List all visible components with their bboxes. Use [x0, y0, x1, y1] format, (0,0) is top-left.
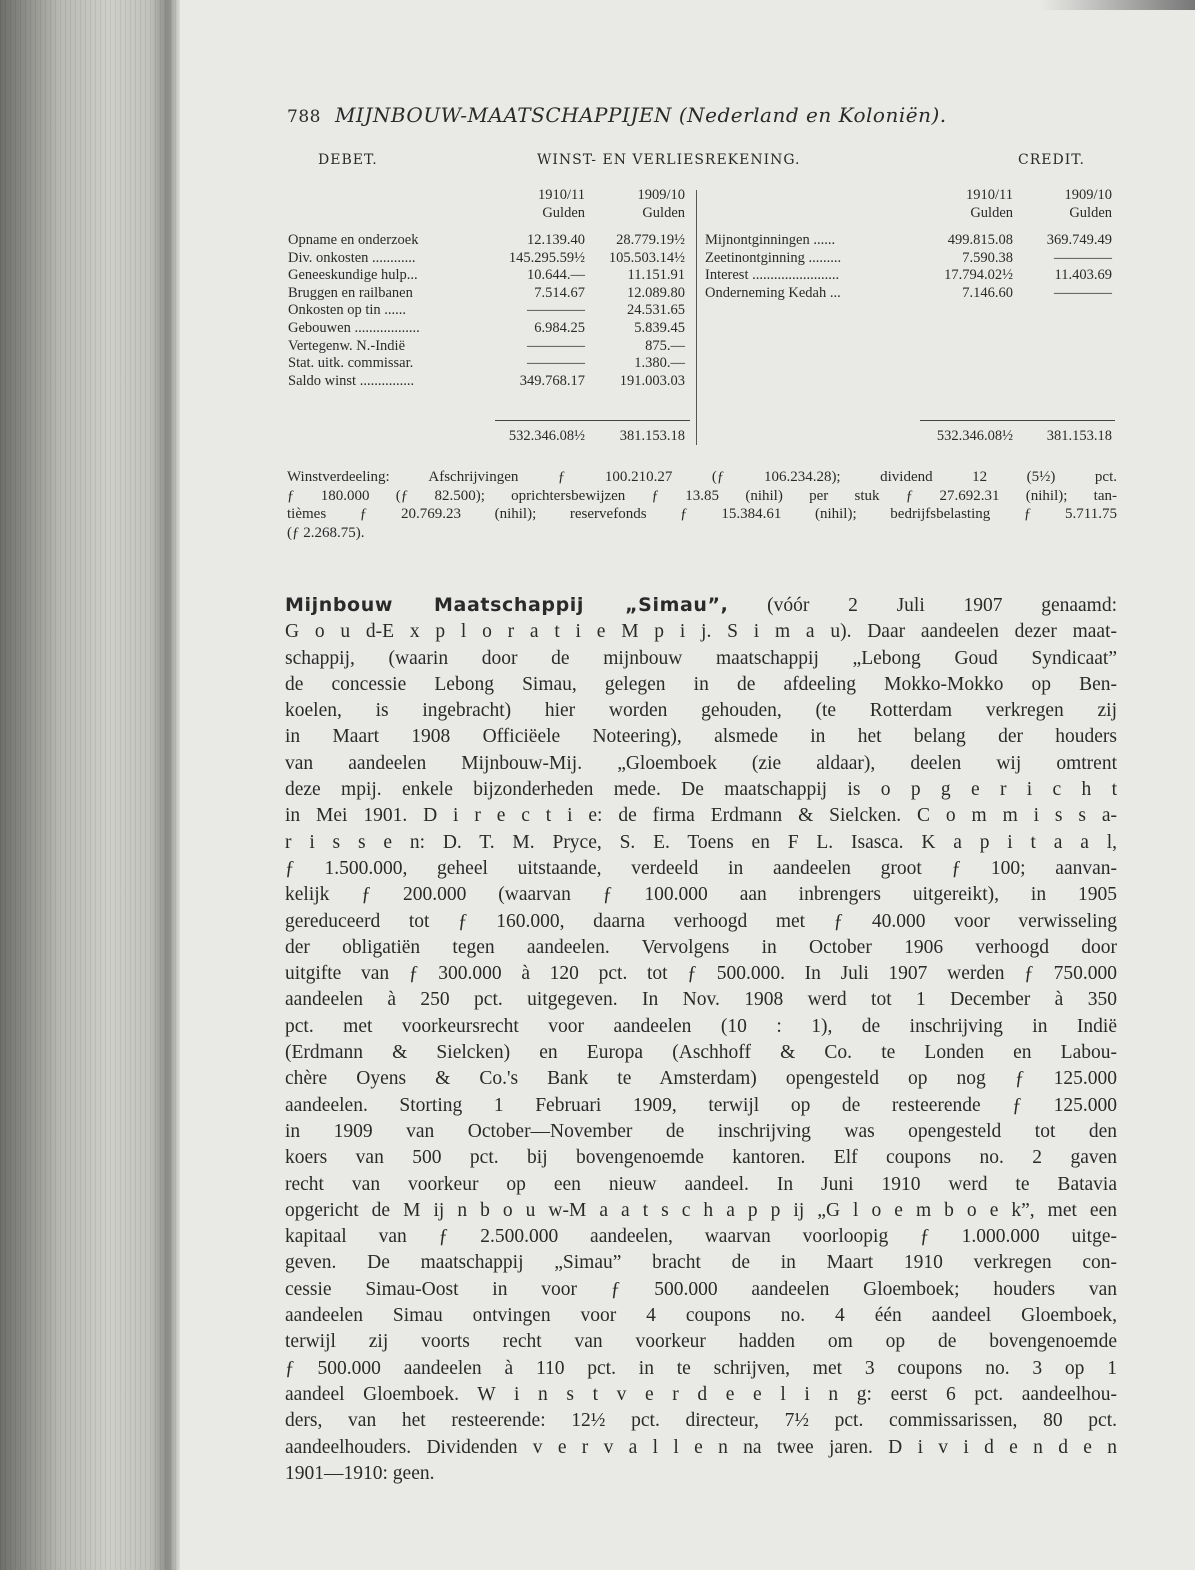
article-line: r i s s e n: D. T. M. Pryce, S. E. Toens en F L. Isasca. K a p i t a a l,: [285, 831, 1117, 853]
column-year-header: 1910/11: [538, 187, 585, 203]
article-line: in Mei 1901. D i r e c t i e: de firma Erdmann & Sielcken. C o m m i s s a-: [285, 805, 1117, 827]
article-first-line: (vóór 2 Juli 1907 genaamd:: [728, 595, 1118, 616]
debet-row-label: Stat. uitk. commissar.: [288, 355, 414, 372]
article-simau: [285, 592, 1117, 1487]
debet-value-1909: 24.531.65: [627, 302, 685, 319]
article-line: de concessie Lebong Simau, gelegen in de afdeeling Mokko-Mokko op Ben-: [285, 673, 1117, 695]
article-line: schappij, (waarin door de mijnbouw maatschappij „Lebong Goud Syndicaat”: [285, 647, 1117, 669]
article-line: koelen, is ingebracht) hier worden gehouden, (te Rotterdam verkregen zij: [285, 700, 1117, 722]
debet-label: DEBET.: [318, 152, 378, 168]
article-line: van aandeelen Mijnbouw-Mij. „Gloemboek (zie aldaar), deelen wij omtrent: [285, 752, 1117, 774]
article-line: aandeelen Simau ontvingen voor 4 coupons no. 4 één aandeel Gloemboek,: [285, 1305, 1117, 1327]
debet-row-label: Div. onkosten ............: [288, 249, 416, 266]
debet-total-1909: 381.153.18: [619, 428, 685, 444]
article-line: chère Oyens & Co.'s Bank te Amsterdam) opengesteld op nog ƒ 125.000: [285, 1068, 1117, 1090]
debet-value-1910: 12.139.40: [527, 232, 585, 248]
article-line: (Erdmann & Sielcken) en Europa (Aschhoff & Co. te Londen en Labou-: [285, 1042, 1117, 1064]
credit-row-label: Zeetinontginning .........: [705, 249, 842, 266]
debet-value-1909: 28.779.19½: [616, 232, 685, 248]
article-line: deze mpij. enkele bijzonderheden mede. De maatschappij is o p g e r i c h t: [285, 779, 1117, 801]
article-title: Mijnbouw Maatschappij „Simau”,: [285, 594, 729, 616]
column-year-header: 1909/10: [637, 187, 685, 203]
scan-artifact: [1040, 0, 1195, 10]
debet-value-1909: 105.503.14½: [608, 249, 685, 266]
article-line: in 1909 van October—November de inschrijving was opengesteld tot den: [285, 1120, 1117, 1142]
credit-row-label: Interest ........................: [705, 267, 840, 284]
article-line: opgericht de M ij n b o u w-M a a t s c h a p p ij „G l o e m b o e k”, met een: [285, 1199, 1117, 1221]
debet-value-1910: 10.644.—: [527, 267, 585, 284]
credit-value-1910: 7.146.60: [962, 284, 1013, 301]
article-line: gereduceerd tot ƒ 160.000, daarna verhoogd met ƒ 40.000 voor verwisseling: [285, 910, 1117, 932]
article-line: cessie Simau-Oost in voor ƒ 500.000 aandeelen Gloemboek; houders van: [285, 1278, 1117, 1300]
article-line: pct. met voorkeursrecht voor aandeelen (10 : 1), de inschrijving in Indië: [285, 1015, 1117, 1037]
credit-value-1909: 369.749.49: [1046, 232, 1112, 248]
credit-value-1909: ————: [1054, 284, 1112, 301]
column-year-header: 1909/10: [1064, 187, 1112, 203]
article-line: 1901—1910: geen.: [285, 1462, 435, 1484]
article-line: kapitaal van ƒ 2.500.000 aandeelen, waarvan voorloopig ƒ 1.000.000 uitge-: [285, 1226, 1117, 1248]
debet-value-1909: 1.380.—: [634, 355, 685, 372]
article-line: aandeel Gloemboek. W i n s t v e r d e e l i n g: eerst 6 pct. aandeelhou-: [285, 1383, 1117, 1405]
article-line: terwijl zij voorts recht van voorkeur hadden om op de bovengenoemde: [285, 1331, 1117, 1353]
credit-total-1910: 532.346.08½: [936, 428, 1013, 444]
debet-value-1910: 7.514.67: [534, 284, 585, 301]
distribution-line: (ƒ 2.268.75).: [287, 524, 365, 541]
debet-value-1909: 12.089.80: [627, 284, 685, 301]
credit-value-1909: 11.403.69: [1054, 267, 1112, 284]
account-title: WINST- EN VERLIESREKENING.: [537, 152, 801, 168]
article-line: kelijk ƒ 200.000 (waarvan ƒ 100.000 aan inbrengers uitgereikt), in 1905: [285, 884, 1117, 906]
article-line: uitgifte van ƒ 300.000 à 120 pct. tot ƒ 500.000. In Juli 1907 werden ƒ 750.000: [285, 963, 1117, 985]
debet-value-1910: 6.984.25: [534, 320, 585, 336]
article-line: koers van 500 pct. bij bovengenoemde kantoren. Elf coupons no. 2 gaven: [285, 1147, 1117, 1169]
debet-value-1910: 145.295.59½: [508, 249, 585, 266]
credit-value-1909: ————: [1054, 249, 1112, 266]
article-line: recht van voorkeur op een nieuw aandeel. In Juni 1910 werd te Batavia: [285, 1173, 1117, 1195]
debet-value-1910: ————: [527, 302, 585, 319]
credit-value-1910: 17.794.02½: [944, 267, 1013, 284]
debet-value-1909: 875.—: [645, 337, 685, 354]
debet-value-1909: 5.839.45: [634, 320, 685, 336]
credit-total-rule: [920, 420, 1115, 421]
profit-distribution-paragraph: [287, 468, 1117, 542]
debet-row-label: Bruggen en railbanen: [288, 284, 413, 301]
debet-total-rule: [495, 420, 690, 421]
distribution-line: ƒ 180.000 (ƒ 82.500); oprichtersbewijzen ƒ 13.85 (nihil) per stuk ƒ 27.692.31 (nihil); tan-: [287, 487, 1117, 504]
article-line: geven. De maatschappij „Simau” bracht de in Maart 1910 verkregen con-: [285, 1252, 1117, 1274]
article-line: aandeelen à 250 pct. uitgegeven. In Nov. 1908 werd tot 1 December à 350: [285, 989, 1117, 1011]
book-page-edge: [0, 0, 180, 1570]
article-line: aandeelen. Storting 1 Februari 1909, terwijl op de resteerende ƒ 125.000: [285, 1094, 1117, 1116]
credit-row-label: Mijnontginningen ......: [705, 232, 836, 248]
debet-row-label: Vertegenw. N.-Indië: [288, 337, 406, 354]
column-unit-header: Gulden: [542, 205, 585, 221]
debet-row-label: Onkosten op tin ......: [288, 302, 407, 319]
column-unit-header: Gulden: [642, 205, 685, 221]
debet-total-1910: 532.346.08½: [508, 428, 585, 444]
distribution-line: tièmes ƒ 20.769.23 (nihil); reservefonds ƒ 15.384.61 (nihil); bedrijfsbelasting ƒ 5.711.75: [287, 506, 1117, 522]
debet-row-label: Geneeskundige hulp...: [288, 267, 418, 284]
debet-row-label: Opname en onderzoek: [288, 232, 419, 248]
article-line: aandeelhouders. Dividenden v e r v a l l e n na twee jaren. D i v i d e n d e n: [285, 1436, 1117, 1458]
debet-value-1910: ————: [527, 355, 585, 372]
article-line: in Maart 1908 Officiëele Noteering), alsmede in het belang der houders: [285, 726, 1117, 748]
credit-row-label: Onderneming Kedah ...: [705, 284, 841, 301]
column-unit-header: Gulden: [1069, 205, 1112, 221]
running-title: MIJNBOUW-MAATSCHAPPIJEN (Nederland en Koloniën).: [334, 103, 947, 127]
credit-total-1909: 381.153.18: [1046, 428, 1112, 444]
distribution-line: Winstverdeeling: Afschrijvingen ƒ 100.210.27 (ƒ 106.234.28); dividend 12 (5½) pct.: [287, 469, 1117, 485]
running-header: [287, 103, 947, 127]
debet-value-1909: 191.003.03: [619, 372, 685, 389]
article-line: ƒ 500.000 aandeelen à 110 pct. in te schrijven, met 3 coupons no. 3 op 1: [285, 1357, 1117, 1379]
article-line: G o u d-E x p l o r a t i e M p i j. S i m a u). Daar aandeelen dezer maat-: [285, 621, 1117, 643]
credit-label: CREDIT.: [1018, 152, 1085, 168]
article-line: ders, van het resteerende: 12½ pct. directeur, 7½ pct. commissarissen, 80 pct.: [285, 1410, 1117, 1432]
column-year-header: 1910/11: [966, 187, 1013, 203]
credit-value-1910: 499.815.08: [947, 232, 1013, 248]
column-unit-header: Gulden: [970, 205, 1013, 221]
debet-value-1910: ————: [527, 337, 585, 354]
credit-value-1910: 7.590.38: [962, 249, 1013, 266]
column-divider: [696, 190, 697, 445]
debet-row-label: Gebouwen ..................: [288, 320, 420, 336]
debet-row-label: Saldo winst ...............: [288, 372, 415, 389]
debet-value-1910: 349.768.17: [519, 372, 585, 389]
article-line: der obligatiën tegen aandeelen. Vervolgens in October 1906 verhoogd door: [285, 936, 1117, 958]
page-number: 788: [287, 107, 321, 127]
debet-value-1909: 11.151.91: [627, 267, 685, 284]
article-line: ƒ 1.500.000, geheel uitstaande, verdeeld in aandeelen groot ƒ 100; aanvan-: [285, 857, 1117, 879]
